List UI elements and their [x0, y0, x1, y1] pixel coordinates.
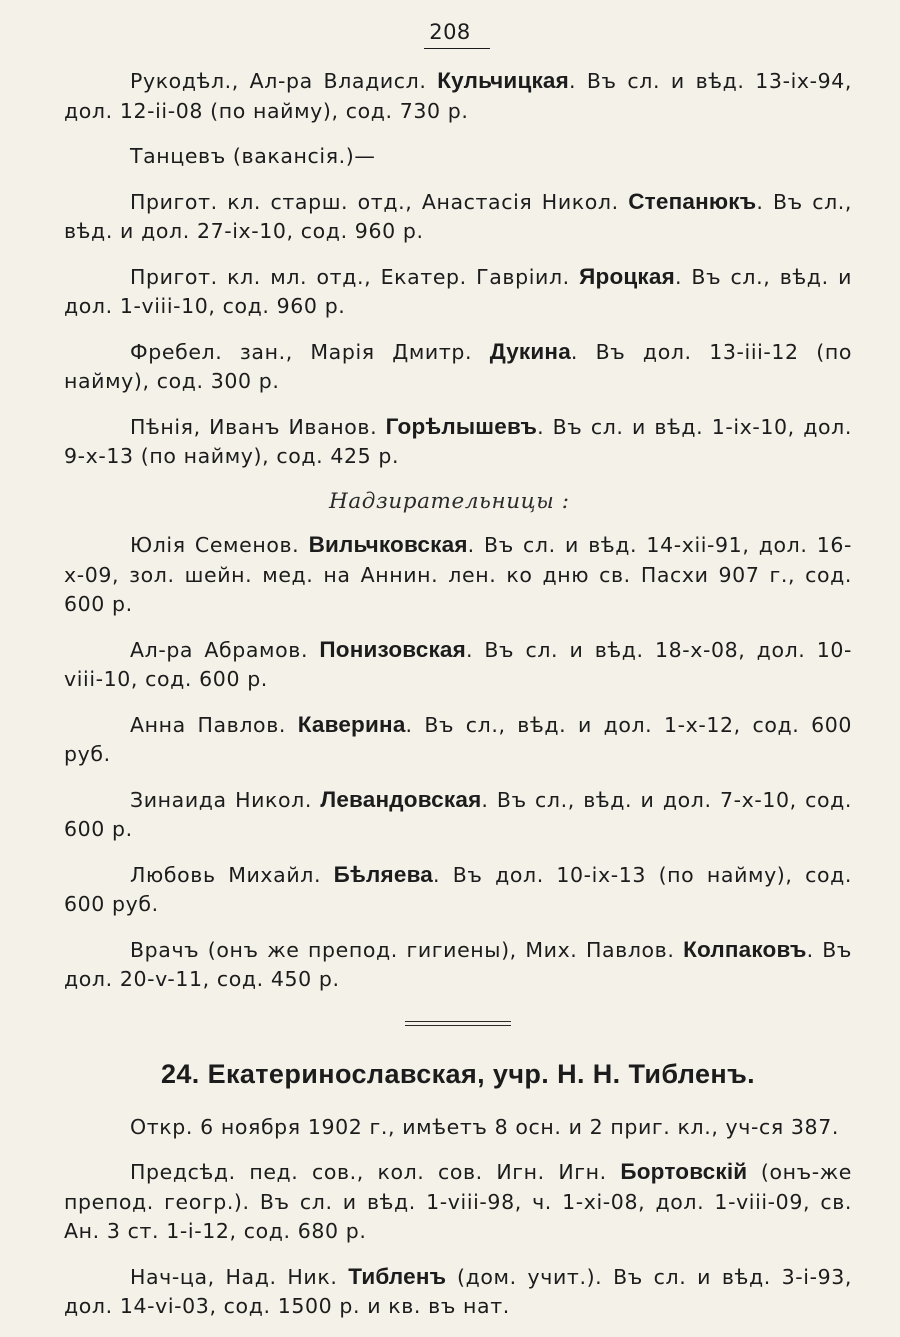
entry-text: . Въ сл. и вѣд. 14-xii-91, дол. 16-x-09, зол. шейн. мед. на Аннин. лен. ко дню св. Пасхи 907 г., сод. 600 р. — [64, 533, 852, 616]
entries-top — [64, 66, 852, 472]
entry — [64, 935, 852, 995]
entry — [64, 1157, 852, 1247]
entry — [64, 66, 852, 126]
entry-text: Любовь Михайл. — [130, 862, 334, 887]
entry — [64, 635, 852, 695]
entries-nadzoratelnitsy — [64, 530, 852, 995]
page-number: 208 — [429, 20, 471, 44]
entry — [64, 710, 852, 770]
entry-surname: Каверина — [297, 711, 406, 737]
entry-surname: Тибленъ — [348, 1263, 447, 1289]
entry-text: Пригот. кл. мл. отд., Екатер. Гавріил. — [130, 264, 580, 289]
entry-text: Зинаида Никол. — [130, 787, 321, 812]
entry-surname: Дукина — [489, 338, 571, 364]
entry-text: Ал-ра Абрамов. — [130, 637, 320, 662]
entry-text: (дом. учит.). Въ сл. и вѣд. 3-i-93, дол. 14-vi-03, сод. 1500 р. и кв. въ нат. — [64, 1264, 853, 1318]
entry — [64, 530, 852, 620]
section-title: Надзирательницы : — [329, 488, 570, 514]
entry-text: Фребел. зан., Марія Дмитр. — [130, 339, 490, 364]
entry-surname: Бортовскій — [620, 1159, 748, 1184]
entry-surname: Кульчицкая — [437, 68, 569, 93]
entry-surname: Понизовская — [319, 636, 466, 662]
section-divider — [405, 1021, 511, 1026]
entry-text: . Въ дол. 10-ix-13 (по найму), сод. 600 руб. — [64, 862, 853, 916]
entry-text: Откр. 6 ноября 1902 г., имѣетъ 8 осн. и 2 приг. кл., уч-ся 387. — [130, 1114, 839, 1139]
entry-text: . Въ сл. и вѣд. 1-ix-10, дол. 9-x-13 (по найму), сод. 425 р. — [64, 414, 852, 468]
entry-text: Пѣнія, Иванъ Иванов. — [130, 414, 386, 439]
section-heading: 24. Екатеринославская, учр. Н. Н. Тибленъ. — [160, 1058, 756, 1089]
entry-text: . Въ сл., вѣд. и дол. 7-x-10, сод. 600 р. — [64, 787, 853, 841]
entry — [64, 785, 852, 845]
entry-surname: Левандовская — [320, 786, 482, 812]
entry-text: Предсѣд. пед. сов., кол. сов. Игн. Игн. — [130, 1160, 621, 1184]
entry — [64, 141, 852, 172]
entry-text: . Въ сл., вѣд. и дол. 27-ix-10, сод. 960 р. — [64, 189, 853, 243]
entry-text: Анна Павлов. — [130, 712, 298, 737]
entry — [64, 860, 852, 920]
entry-text: . Въ дол. 20-v-11, сод. 450 р. — [64, 937, 852, 991]
entry — [64, 337, 852, 397]
entry-text: Танцевъ (вакансія.)— — [130, 144, 376, 168]
entries-bottom — [64, 1112, 852, 1322]
entry-surname: Колпаковъ — [683, 936, 807, 962]
entry-surname: Бѣляева — [333, 861, 434, 887]
entry-text: Рукодѣл., Ал-ра Владисл. — [130, 69, 438, 93]
entry-surname: Яроцкая — [579, 263, 675, 289]
page-number-rule — [424, 48, 490, 49]
entry — [64, 1262, 852, 1322]
entry-text: . Въ дол. 13-iii-12 (по найму), сод. 300 р. — [64, 339, 853, 393]
entry — [64, 262, 852, 322]
entry-text: . Въ сл. и вѣд. 13-ix-94, дол. 12-ii-08 (по найму), сод. 730 р. — [64, 69, 852, 123]
entry-text: (онъ-же препод. геогр.). Въ сл. и вѣд. 1-viii-98, ч. 1-xi-08, дол. 1-viii-09, св. Ан. 3 ст. 1-i-12, сод. 680 р. — [64, 1160, 852, 1243]
entry — [64, 412, 852, 472]
entry — [64, 1112, 852, 1143]
page-content — [64, 66, 852, 1337]
entry-text: . Въ сл., вѣд. и дол. 1-viii-10, сод. 960 р. — [64, 264, 852, 318]
entry-text: Нач-ца, Над. Ник. — [130, 1264, 349, 1289]
entry — [64, 187, 852, 247]
entry-surname: Горѣлышевъ — [385, 413, 538, 439]
entry-text: . Въ сл., вѣд. и дол. 1-x-12, сод. 600 руб. — [64, 712, 852, 766]
entry-surname: Вильчковская — [308, 532, 468, 557]
entry-text: Врачъ (онъ же препод. гигиены), Мих. Павлов. — [130, 937, 684, 962]
entry-text: Пригот. кл. старш. отд., Анастасія Никол. — [130, 189, 629, 214]
entry-surname: Степанюкъ — [628, 188, 757, 214]
entry-text: . Въ сл. и вѣд. 18-x-08, дол. 10-viii-10, сод. 600 р. — [64, 637, 852, 691]
entry-text: Юлія Семенов. — [130, 533, 309, 557]
